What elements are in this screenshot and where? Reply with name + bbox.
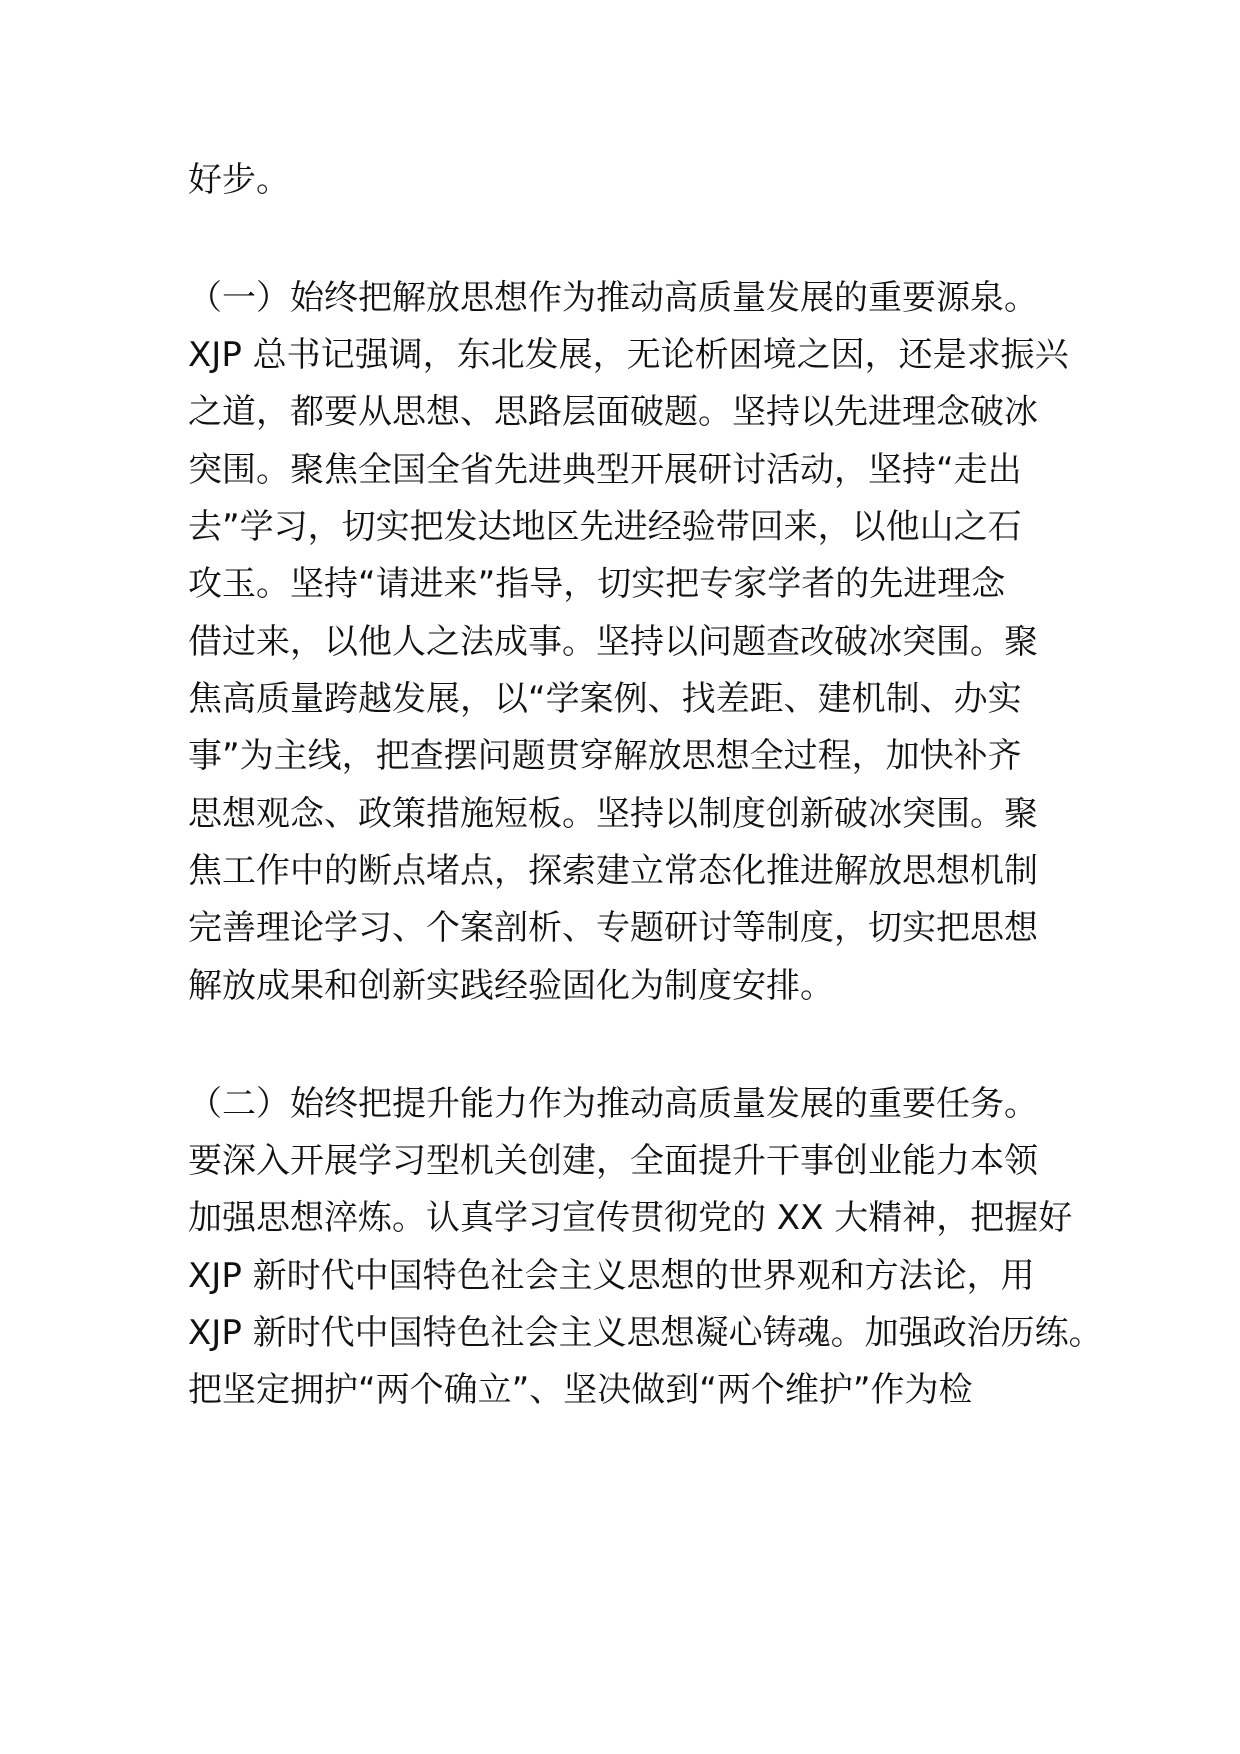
section2-line: 把坚定拥护“两个确立”、坚决做到“两个维护”作为检 <box>188 1370 973 1410</box>
section2-line: XJP 新时代中国特色社会主义思想凝心铸魂。加强政治历练。 <box>188 1313 1103 1353</box>
section1-line: 完善理论学习、个案剖析、专题研讨等制度，切实把思想 <box>188 908 1038 948</box>
section1-line: XJP 总书记强调，东北发展，无论析困境之因，还是求振兴 <box>188 335 1069 375</box>
section2-line: XJP 新时代中国特色社会主义思想的世界观和方法论，用 <box>188 1256 1035 1296</box>
section1-line: 焦工作中的断点堵点，探索建立常态化推进解放思想机制 <box>188 851 1038 891</box>
section1-line: 解放成果和创新实践经验固化为制度安排。 <box>188 966 834 1006</box>
section1-line: 借过来，以他人之法成事。坚持以问题查改破冰突围。聚 <box>188 622 1038 662</box>
section1-line: 去”学习，切实把发达地区先进经验带回来，以他山之石 <box>188 507 1022 547</box>
section2-heading: （二）始终把提升能力作为推动高质量发展的重要任务。 <box>188 1084 1038 1124</box>
section2-line: 加强思想淬炼。认真学习宣传贯彻党的 XX 大精神，把握好 <box>188 1198 1073 1238</box>
section1-line: 思想观念、政策措施短板。坚持以制度创新破冰突围。聚 <box>188 794 1038 834</box>
section1-line: 事”为主线，把查摆问题贯穿解放思想全过程，加快补齐 <box>188 736 1022 776</box>
section1-line: 焦高质量跨越发展，以“学案例、找差距、建机制、办实 <box>188 679 1022 719</box>
section1-heading: （一）始终把解放思想作为推动高质量发展的重要源泉。 <box>188 278 1038 318</box>
section1-line: 攻玉。坚持“请进来”指导，切实把专家学者的先进理念 <box>188 564 1006 604</box>
section1-line: 突围。聚焦全国全省先进典型开展研讨活动，坚持“走出 <box>188 450 1022 490</box>
section1-line: 之道，都要从思想、思路层面破题。坚持以先进理念破冰 <box>188 392 1038 432</box>
intro-line: 好步。 <box>188 160 290 200</box>
section2-line: 要深入开展学习型机关创建，全面提升干事创业能力本领 <box>188 1141 1038 1181</box>
